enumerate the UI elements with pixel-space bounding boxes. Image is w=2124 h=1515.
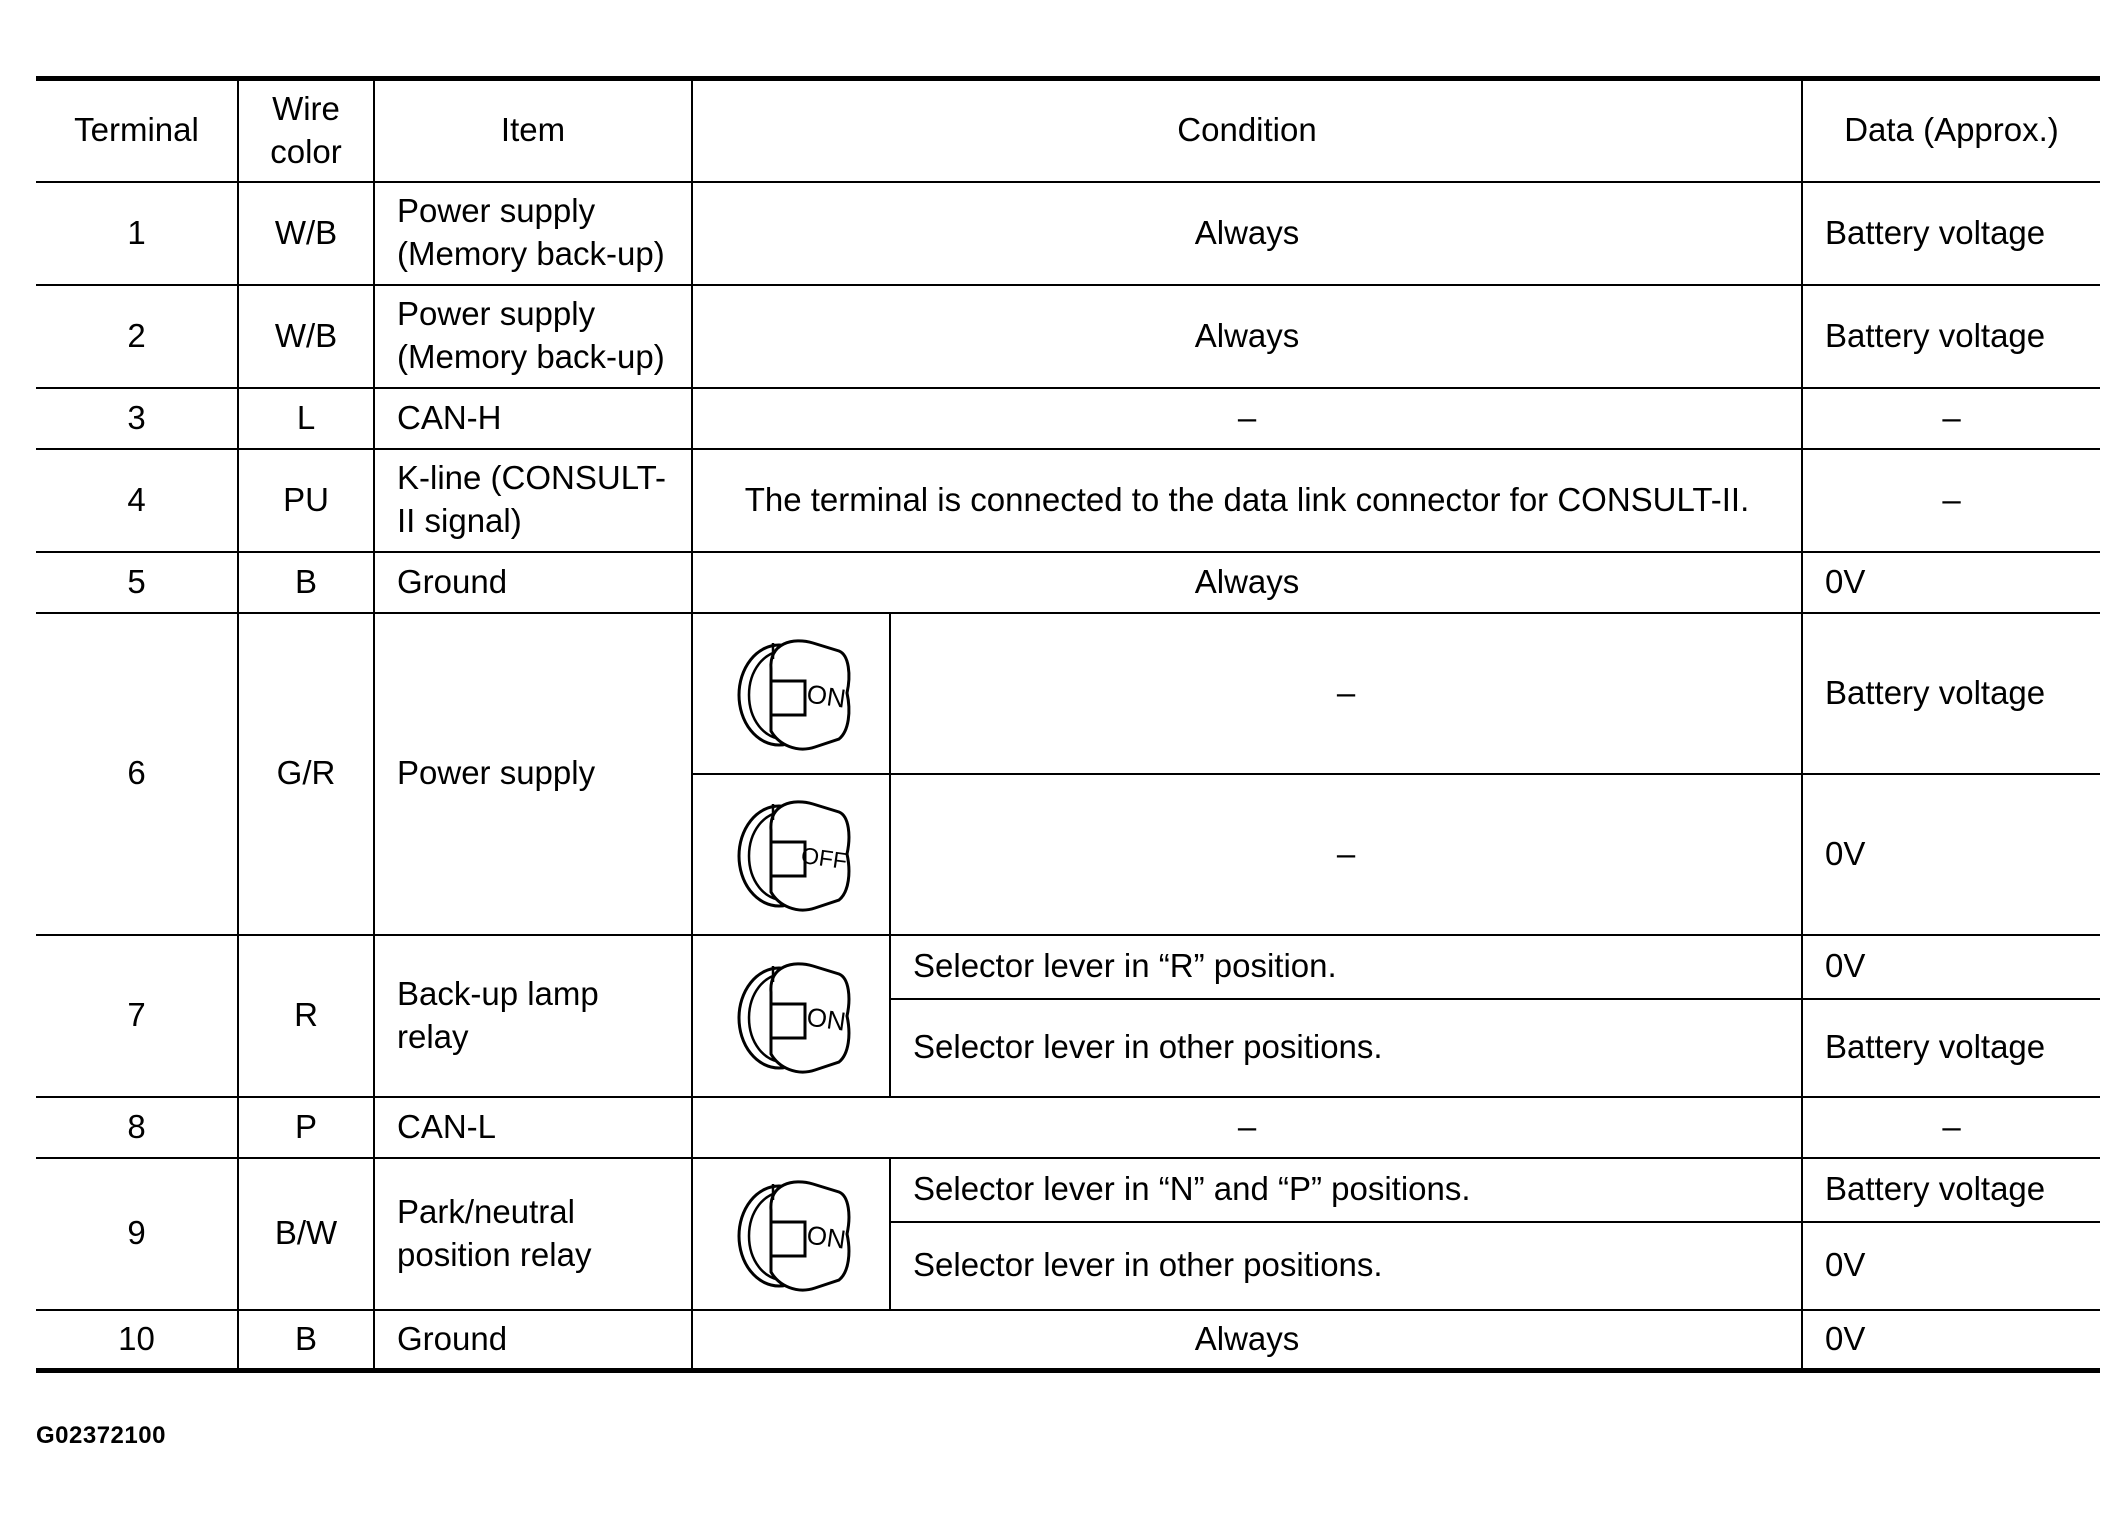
data-cell: – [1802,1097,2100,1158]
data-cell: 0V [1802,774,2100,935]
terminal-cell: 5 [36,552,238,613]
wire-color-cell: B/W [238,1158,374,1310]
wire-color-cell: G/R [238,613,374,935]
condition-cell: – [890,613,1802,774]
item-cell: Back-up lamp relay [374,935,692,1097]
item-cell: CAN-H [374,388,692,449]
svg-text:ON: ON [804,1001,848,1037]
wire-color-cell: L [238,388,374,449]
header-row [36,79,2100,182]
terminal-cell: 3 [36,388,238,449]
header-condition: Condition [692,79,1802,182]
wire-color-cell: W/B [238,182,374,285]
wire-color-cell: B [238,552,374,613]
ignition-key-off-icon [721,784,861,924]
figure-code: G02372100 [36,1422,166,1449]
header-item: Item [374,79,692,182]
data-cell: Battery voltage [1802,285,2100,388]
wire-color-cell: R [238,935,374,1097]
data-cell: Battery voltage [1802,1158,2100,1222]
header-wire-color-label: Wire color [270,89,342,170]
condition-cell: Always [692,552,1802,613]
table-row [36,285,2100,388]
table-row [36,552,2100,613]
condition-cell: – [692,388,1802,449]
data-cell: 0V [1802,552,2100,613]
condition-cell: Selector lever in other positions. [890,1222,1802,1310]
data-cell: Battery voltage [1802,182,2100,285]
wire-color-cell: B [238,1310,374,1371]
condition-cell: Always [692,182,1802,285]
terminal-cell: 1 [36,182,238,285]
table-row [36,1158,2100,1222]
item-cell: Park/neutral position relay [374,1158,692,1310]
data-cell: 0V [1802,1310,2100,1371]
key-icon-cell [692,1158,890,1310]
ignition-key-on-icon [721,1164,861,1304]
terminal-cell: 9 [36,1158,238,1310]
terminal-cell: 4 [36,449,238,552]
terminal-table [36,76,2100,1373]
table-row [36,1310,2100,1371]
item-cell: Power supply (Memory back-up) [374,285,692,388]
terminal-cell: 7 [36,935,238,1097]
data-cell: – [1802,449,2100,552]
data-cell: 0V [1802,1222,2100,1310]
table-row [36,182,2100,285]
condition-cell: Always [692,1310,1802,1371]
terminal-cell: 8 [36,1097,238,1158]
condition-cell: Selector lever in other positions. [890,999,1802,1097]
item-cell: Power supply [374,613,692,935]
condition-cell: – [692,1097,1802,1158]
wire-color-cell: P [238,1097,374,1158]
terminal-cell: 6 [36,613,238,935]
data-cell: Battery voltage [1802,999,2100,1097]
table-row [36,449,2100,552]
item-cell: Ground [374,1310,692,1371]
svg-text:OFF: OFF [799,842,849,875]
terminal-cell: 10 [36,1310,238,1371]
item-cell: Power supply (Memory back-up) [374,182,692,285]
header-terminal: Terminal [36,79,238,182]
svg-text:ON: ON [804,1219,848,1255]
ignition-key-on-icon [721,946,861,1086]
item-cell: K-line (CONSULT-II signal) [374,449,692,552]
terminal-cell: 2 [36,285,238,388]
wire-color-cell: W/B [238,285,374,388]
data-cell: 0V [1802,935,2100,999]
key-icon-cell [692,613,890,774]
key-icon-cell [692,935,890,1097]
header-wire-color [238,79,374,182]
item-cell: CAN-L [374,1097,692,1158]
header-data: Data (Approx.) [1802,79,2100,182]
condition-cell: The terminal is connected to the data link connector for CONSULT-II. [692,449,1802,552]
data-cell: – [1802,388,2100,449]
table-row [36,388,2100,449]
key-icon-cell [692,774,890,935]
condition-cell: Selector lever in “R” position. [890,935,1802,999]
svg-text:ON: ON [804,678,848,714]
table-row [36,613,2100,774]
ignition-key-on-icon [721,623,861,763]
wire-color-cell: PU [238,449,374,552]
item-cell: Ground [374,552,692,613]
data-cell: Battery voltage [1802,613,2100,774]
condition-cell: Always [692,285,1802,388]
condition-cell: – [890,774,1802,935]
condition-cell: Selector lever in “N” and “P” positions. [890,1158,1802,1222]
table-row [36,935,2100,999]
table-row [36,1097,2100,1158]
